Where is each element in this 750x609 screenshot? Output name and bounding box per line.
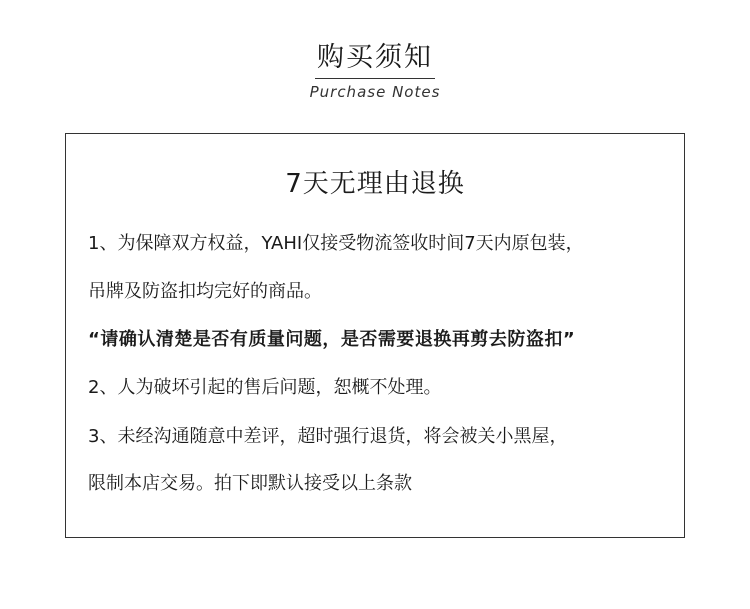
page-header [0, 40, 750, 101]
notice-line-6: 限制本店交易。拍下即默认接受以上条款 [88, 473, 412, 494]
notice-emphasis-line: “请确认清楚是否有质量问题，是否需要退换再剪去防盗扣” [88, 329, 576, 350]
notice-line-4: 2、人为破坏引起的售后问题，恕概不处理。 [88, 377, 442, 398]
notice-box [65, 133, 685, 538]
notice-line-2: 吊牌及防盗扣均完好的商品。 [88, 281, 322, 302]
notice-line-5: 3、未经沟通随意中差评，超时强行退货，将会被关小黑屋， [88, 426, 568, 447]
page-subtitle: Purchase Notes [309, 83, 441, 101]
notice-line-1: 1、为保障双方权益，YAHI仅接受物流签收时间7天内原包装， [88, 233, 584, 254]
page-title: 购买须知 [315, 40, 435, 79]
notice-title: 7天无理由退换 [285, 169, 465, 199]
